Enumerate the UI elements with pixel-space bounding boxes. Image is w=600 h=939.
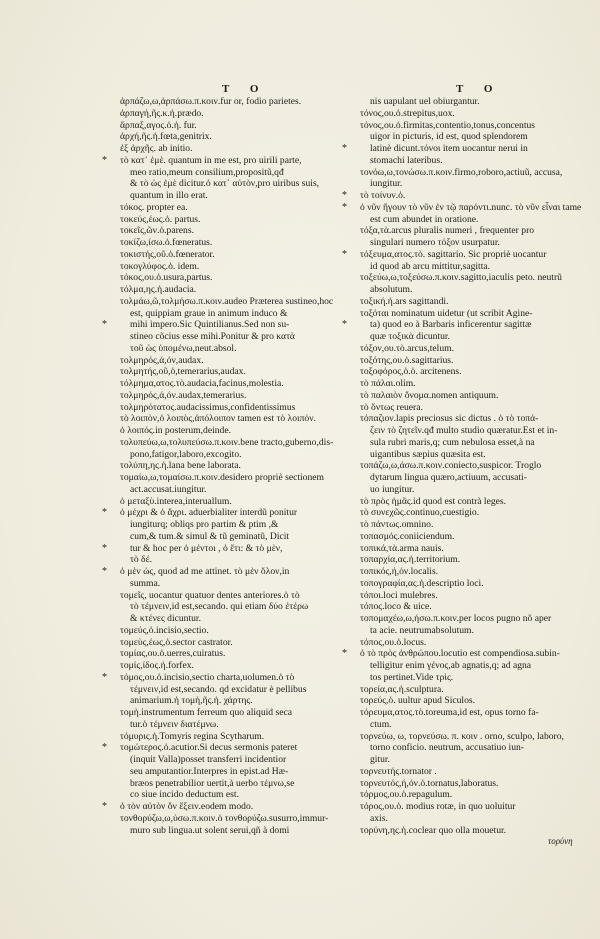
dictionary-line: [120, 402, 345, 414]
dictionary-line: [120, 825, 345, 837]
dictionary-line: [120, 331, 345, 343]
line-text: τορεία,ας.ἡ.sculptura.: [360, 683, 444, 695]
dictionary-line: [120, 343, 345, 355]
line-text: τόξα,τὰ.arcus pluralis numeri , frequenter pro: [360, 225, 535, 237]
dictionary-line: [120, 695, 345, 707]
dictionary-line: [120, 413, 345, 425]
dictionary-line: [360, 554, 585, 566]
dictionary-line: [120, 472, 345, 484]
line-text: τόρμος,ου.ὁ.repagulum.: [360, 789, 453, 801]
line-text: τολμητής,οῦ,ὁ,temerarius,audax.: [120, 366, 246, 378]
dictionary-line: [120, 190, 345, 202]
line-text: τόλμα,ης.ἡ.audacia.: [120, 284, 197, 295]
dictionary-line: [360, 531, 585, 543]
dictionary-line: [360, 355, 585, 367]
line-text: τομεύς,ὁ.incisio,sectio.: [120, 624, 209, 636]
dictionary-line: [360, 684, 585, 696]
line-text: ctum.: [370, 718, 392, 730]
dictionary-line: [360, 308, 585, 320]
dictionary-line: [120, 202, 345, 214]
line-text: τορεύς,ὁ. uultur apud Siculos.: [360, 695, 476, 707]
dictionary-line: [120, 355, 345, 367]
asterisk-marker: *: [342, 319, 347, 331]
line-text: τόξον,ου.τὸ.arcus,telum.: [360, 342, 454, 354]
line-text: τὸ ὄντως reuera.: [360, 401, 423, 413]
dictionary-line: [120, 131, 345, 143]
running-head-right: T O: [456, 83, 502, 95]
asterisk-marker: *: [102, 154, 107, 166]
line-text: τόρος,ου.ὁ. modius rotæ, in quo uoluitur: [360, 801, 516, 812]
dictionary-line: [120, 120, 345, 132]
line-text: τοξοφόρος,ὁ.ὁ. arcitenens.: [360, 366, 462, 378]
line-text: iungitur.: [370, 178, 403, 190]
dictionary-line: [360, 813, 585, 825]
dictionary-line: [120, 96, 345, 108]
line-text: τοκογλύφος.ὁ. idem.: [120, 260, 200, 272]
line-text: τομίας,ου.ὁ.uerres,cuiratus.: [120, 648, 226, 660]
dictionary-line: [120, 214, 345, 226]
dictionary-line: [360, 108, 585, 120]
dictionary-line: [120, 261, 345, 273]
dictionary-line: [120, 308, 345, 320]
dictionary-line: [360, 543, 585, 555]
line-text: & τὸ ὡς ἐμὲ dicitur.ὁ κατ᾽ αὐτὸν,pro uiribus suis,: [130, 178, 320, 190]
dictionary-line: [360, 825, 585, 837]
dictionary-line: [120, 766, 345, 778]
dictionary-line: [360, 672, 585, 684]
dictionary-line: [120, 648, 345, 660]
left-column: [102, 96, 345, 836]
line-text: uo iungitur.: [370, 483, 415, 495]
line-text: τονθορύζω,ω,ύσω.π.κοιν.ὁ τονθορύζω.susurro,immur-: [120, 812, 329, 824]
dictionary-line: [120, 167, 345, 179]
line-text: iungiturq; obliqs pro partim & ptim ,&: [130, 519, 279, 530]
line-text: ὁ μέχρι & ὁ ἄχρι. aduerbialiter interdũ ponitur: [120, 507, 298, 519]
asterisk-marker: *: [102, 671, 107, 683]
line-text: τομώτερος.ὁ.acutior.Si decus sermonis pateret: [120, 742, 298, 754]
dictionary-line: [360, 167, 585, 179]
dictionary-line: [120, 813, 345, 825]
dictionary-line: [360, 214, 585, 226]
line-text: id quod ab arcu mittitur,sagitta.: [370, 260, 491, 272]
line-text: τόπος,ου.ὁ.locus.: [360, 636, 427, 648]
line-text: ὁ μὲν ὡς, quod ad me attinet. τὸ μὲν ὅλον,in: [120, 566, 290, 577]
line-text: τοξική.ἡ.ars sagittandi.: [360, 295, 449, 307]
dictionary-line: [360, 742, 585, 754]
line-text: τὸ δέ.: [130, 554, 152, 566]
line-text: quæ τοξικὰ dicuntur.: [370, 331, 451, 342]
dictionary-line: [120, 460, 345, 472]
line-text: τολυπεύω,ω,τολυπεύσω.π.κοιν.bene tracto,guberno,dis-: [120, 436, 334, 448]
line-text: τομίς,ίδος.ἡ.forfex.: [120, 660, 194, 671]
dictionary-line: [120, 578, 345, 590]
dictionary-line: [360, 449, 585, 461]
dictionary-line: [360, 402, 585, 414]
dictionary-line: [360, 754, 585, 766]
line-text: τὸ παλαιὸν ὄνομα.nomen antiquum.: [360, 389, 499, 401]
dictionary-line: [360, 425, 585, 437]
dictionary-line: [360, 237, 585, 249]
asterisk-marker: *: [342, 248, 347, 260]
line-text: τολμάω,ῶ,τολμήσω.π.κοιν.audeo Præterea sustineo,hoc: [120, 295, 334, 307]
line-text: est cum abundet in oratione.: [370, 213, 479, 225]
line-text: τόλμημα,ατος.τὸ.audacia,facinus,molestia.: [120, 378, 284, 389]
dictionary-line: [120, 108, 345, 120]
line-text: τοπικά,τὰ.arma nauis.: [360, 542, 444, 554]
dictionary-line: [120, 296, 345, 308]
dictionary-line: [342, 143, 585, 155]
dictionary-line: [360, 484, 585, 496]
line-text: τὸ πάντως.omnino.: [360, 519, 434, 530]
dictionary-line: [120, 390, 345, 402]
dictionary-line: [120, 637, 345, 649]
line-text: τοκεύς,έως.ὁ. partus.: [120, 213, 201, 225]
dictionary-line: [360, 272, 585, 284]
line-text: ὁ λοιπός.in posterum,deinde.: [120, 425, 231, 436]
dictionary-line: [120, 378, 345, 390]
line-text: τορνεύω, ω, τορνεύσω. π. κοιν . orno, sculpo, laboro,: [360, 730, 564, 742]
dictionary-line: [360, 437, 585, 449]
line-text: gitur.: [370, 754, 390, 765]
line-text: τόξευμα,ατος.τὸ. sagittario. Sic propriè uocantur: [360, 248, 547, 260]
line-text: τοκίζω,ίσω.ὁ.fœneratus.: [120, 237, 213, 248]
line-text: τορνευτός,ή,όν.ὁ.tornatus,laboratus.: [360, 777, 499, 789]
line-text: τὸ τοίνυν.ὁ.: [360, 190, 406, 201]
dictionary-line: [102, 542, 345, 555]
dictionary-line: [360, 778, 585, 790]
line-text: stomachi lateribus.: [370, 154, 443, 166]
line-text: τομὴ.instrumentum ferreum quo aliquid seca: [120, 707, 293, 718]
dictionary-line: [102, 566, 345, 578]
dictionary-line: [360, 719, 585, 731]
dictionary-line: [360, 801, 585, 813]
dictionary-line: [360, 578, 585, 590]
line-text: τολύπη,ης.ἡ.lana bene laborata.: [120, 460, 241, 472]
line-text: singulari numero τόξον usurpatur.: [370, 237, 500, 248]
dictionary-line: [360, 660, 585, 672]
line-text: & κτένες dicuntur.: [130, 613, 201, 624]
line-text: ἐξ ἀρχῆς. ab initio.: [120, 143, 193, 154]
line-text: (inquit Valla)posset transferri incidentior: [130, 754, 287, 765]
dictionary-line: [360, 496, 585, 508]
line-text: tur & hoc per ὁ μέντοι , ὁ ἔτι: & τὸ μὲν,: [130, 542, 283, 554]
line-text: τομαίω,ω,τομαίσω.π.κοιν.desidero propriè sectionem: [120, 472, 324, 483]
line-text: τέμνειν,id est,secando. qd excidatur è pellibus: [130, 683, 307, 695]
line-text: τολμηρός,ά,όν,audax.: [120, 354, 204, 366]
dictionary-line: [120, 484, 345, 496]
dictionary-line: [360, 731, 585, 743]
running-head-left: T O: [222, 83, 268, 95]
line-text: ἁρπάζω,ω,ἁρπάσω.π.κοιν.fur or, fodio parietes.: [120, 96, 302, 107]
dictionary-line: [120, 531, 345, 543]
asterisk-marker: *: [102, 801, 107, 812]
dictionary-line: [120, 778, 345, 790]
dictionary-line: [360, 366, 585, 378]
dictionary-line: [120, 601, 345, 613]
dictionary-line: [120, 613, 345, 625]
line-text: sula rubri maris,q; cum nebulosa esset,à na: [370, 436, 535, 448]
dictionary-line: [360, 519, 585, 531]
dictionary-line: [360, 789, 585, 801]
dictionary-line: [120, 143, 345, 155]
asterisk-marker: *: [342, 190, 347, 201]
dictionary-line: [120, 519, 345, 531]
line-text: τοπάζω,ω,άσω.π.κοιν.coniecto,suspicor. Troglo: [360, 460, 542, 472]
dictionary-line: [360, 225, 585, 237]
dictionary-line: [360, 296, 585, 308]
line-text: τομεῖς, uocantur quatuor dentes anteriores.ὁ τὸ: [120, 589, 300, 601]
dictionary-line: [360, 343, 585, 355]
line-text: τὸ κατ᾽ ἐμὲ. quantum in me est, pro uirili parte,: [120, 154, 302, 166]
line-text: τόκος. propter ea.: [120, 201, 188, 213]
dictionary-line: [120, 554, 345, 566]
dictionary-line: [360, 390, 585, 402]
line-text: τόνος,ου.ὁ.firmitas,contentio,tonus,concentus: [360, 119, 536, 131]
dictionary-line: [360, 601, 585, 613]
line-text: τοξόται nominatum uidetur (ut scribit Agine-: [360, 307, 533, 319]
line-text: τὸ τέμνειν,id est,secando. qui etiam δύο ἐτέρω: [130, 601, 309, 613]
dictionary-line: [360, 460, 585, 472]
dictionary-line: [120, 237, 345, 249]
dictionary-line: [360, 96, 585, 108]
line-text: τὸ πρὸς ἡμᾶς.id quod est contrà leges.: [360, 495, 507, 507]
dictionary-line: [342, 248, 585, 261]
dictionary-line: [102, 671, 345, 684]
line-text: tos pertinet.Vide τρὶς.: [370, 671, 454, 683]
line-text: latinè dicunt.τόνοι item uocantur nerui in: [370, 143, 528, 154]
dictionary-line: [342, 201, 585, 214]
line-text: τολμηρότατος.audacissimus,confidentissimus: [120, 401, 296, 413]
line-text: stineo cõcius esse mihi.Ponitur & pro κατὰ: [130, 331, 295, 342]
line-text: tur.ὁ τέμνειν διατέμνω.: [130, 718, 219, 730]
dictionary-line: [360, 131, 585, 143]
dictionary-line: [120, 225, 345, 237]
dictionary-line: [360, 566, 585, 578]
dictionary-line: [360, 625, 585, 637]
line-text: τορύνη,ης.ἡ.coclear quo olla mouetur.: [360, 824, 507, 836]
line-text: uigantibus sæpius quæsita est.: [370, 448, 486, 460]
line-text: act.accusat.iungitur.: [130, 483, 207, 495]
dictionary-line: [120, 789, 345, 801]
line-text: τόκος,ου.ὁ.usura,partus.: [120, 272, 213, 284]
line-text: τὸ πάλαι.olim.: [360, 378, 416, 389]
line-text: ἁρπαγή,ῆς.κ.ἡ.prædo.: [120, 107, 204, 119]
line-text: ἀρχή,ῆς.ἡ.fœta,genitrix.: [120, 131, 212, 143]
line-text: τοπομαχέω,ω,ήσω.π.κοιν.per locos pugno nõ aper: [360, 613, 552, 624]
line-text: τόπαζιον.lapis preciosus sic dictus . ὁ τὸ τοπά-: [360, 413, 539, 425]
line-text: τόρευμα,ατος.τὸ.toreuma,id est, opus torno fa-: [360, 707, 539, 718]
line-text: uigor in picturis, id est, quod splendorem: [370, 131, 528, 143]
asterisk-marker: *: [102, 542, 107, 554]
dictionary-line: [120, 449, 345, 461]
dictionary-line: [120, 366, 345, 378]
dictionary-line: [102, 319, 345, 331]
dictionary-line: [102, 801, 345, 813]
dictionary-line: [120, 272, 345, 284]
asterisk-marker: *: [102, 507, 107, 519]
line-text: τοπασμός.coniiciendum.: [360, 530, 455, 542]
dictionary-line: [120, 590, 345, 602]
line-text: τοπαρχία,ας.ἡ.territorium.: [360, 554, 461, 566]
line-text: ὁ νῦν ἤγουν τὸ νῦν ἐν τῷ παρόντι.nunc. τὸ νῦν εἶναι tame: [360, 201, 582, 213]
dictionary-line: [342, 648, 585, 660]
dictionary-line: [120, 731, 345, 743]
line-text: ὁ τὸν αὐτὸν ὅν ἕξειν.eodem modo.: [120, 801, 254, 812]
line-text: muro sub lingua.ut solent serui,qñ à domi: [130, 824, 290, 836]
line-text: ζειν τὸ ζητεῖν.qđ multo studio quæratur.Est et in-: [370, 425, 558, 436]
line-text: co siue incido deductum est.: [130, 789, 239, 801]
line-text: pono,fatigor,laboro,excogito.: [130, 448, 242, 460]
dictionary-line: [120, 425, 345, 437]
dictionary-line: [120, 437, 345, 449]
line-text: τοπογραφία,ας.ἡ.descriptio loci.: [360, 577, 484, 589]
line-text: dytarum lingua quæro,actiuum, accusati-: [370, 472, 527, 483]
asterisk-marker: *: [342, 648, 347, 660]
line-text: ta acie. neutrumabsolutum.: [370, 624, 474, 636]
dictionary-line: [360, 178, 585, 190]
line-text: τὸ λοιπὸν,ὁ λοιπὸς,ἀπόλοιπον tamen est τὸ λοιπόν.: [120, 413, 316, 425]
dictionary-line: [360, 155, 585, 167]
line-text: τομεὺς,έως,ὁ.sector castrator.: [120, 636, 233, 648]
line-text: telligitur enim γένος,ab agnatis,q; ad agna: [370, 660, 532, 671]
dictionary-line: [360, 613, 585, 625]
dictionary-line: [120, 496, 345, 508]
line-text: quantum in illo erat.: [130, 190, 208, 201]
line-text: τόμυρις.ἡ.Tomyris regina Scytharum.: [120, 730, 265, 742]
dictionary-line: [120, 754, 345, 766]
dictionary-line: [360, 766, 585, 778]
line-text: τόνος,ου.ὁ.strepitus,uox.: [360, 107, 455, 119]
dictionary-line: [120, 625, 345, 637]
line-text: meo ratio,meum consilium,propositũ,qđ: [130, 166, 284, 178]
line-text: axis.: [370, 812, 388, 824]
dictionary-line: [120, 284, 345, 296]
dictionary-line: [360, 413, 585, 425]
line-text: ὁ μεταξὺ.interea,interuallum.: [120, 495, 232, 507]
dictionary-line: [102, 154, 345, 167]
catchword: τορύνη: [548, 836, 573, 846]
line-text: τοπικός,ή,όν.localis.: [360, 566, 439, 577]
dictionary-line: [120, 178, 345, 190]
line-text: τορνευτής.tornator .: [360, 765, 437, 777]
line-text: τόπος.loco & uice.: [360, 601, 432, 613]
line-text: τοκεῖς,ῶν.ὁ.parens.: [120, 225, 194, 237]
dictionary-line: [342, 190, 585, 202]
line-text: cum,& tum.& simul & tũ geminatũ, Dicit: [130, 530, 290, 542]
line-text: ἅρπαξ,αγος.ὁ.ἡ. fur.: [120, 119, 197, 131]
line-text: seu amputantior.Interpres in epist.ad Hæ-: [130, 765, 289, 777]
dictionary-line: [360, 378, 585, 390]
line-text: τόποι.loci mulebres.: [360, 589, 438, 601]
dictionary-line: [120, 660, 345, 672]
line-text: τολμηρός,ά,όν.audax,temerarius.: [120, 389, 247, 401]
dictionary-line: [360, 120, 585, 132]
dictionary-line: [360, 507, 585, 519]
dictionary-line: [120, 684, 345, 696]
dictionary-line: [360, 472, 585, 484]
right-column: [342, 96, 585, 836]
line-text: est, quippiam graue in animum induco &: [130, 307, 288, 319]
line-text: mihi impero.Sic Quintilianus.Sed non su-: [130, 319, 290, 331]
line-text: absolutum.: [370, 284, 413, 295]
dictionary-line: [360, 284, 585, 296]
line-text: summa.: [130, 577, 161, 589]
dictionary-line: [120, 719, 345, 731]
dictionary-line: [360, 590, 585, 602]
dictionary-line: [102, 507, 345, 519]
dictionary-line: [360, 331, 585, 343]
dictionary-line: [120, 707, 345, 719]
dictionary-line: [120, 249, 345, 261]
line-text: ὁ τὸ πρὸς ἀνθρώπου.locutio est compendiosa.subin-: [360, 648, 560, 660]
dictionary-line: [360, 707, 585, 719]
line-text: torno conficio. neutrum, accusatiuo iun-: [370, 742, 524, 754]
dictionary-line: [360, 695, 585, 707]
dictionary-line: [360, 637, 585, 649]
line-text: τονόω,ω,τονώσω.π.κοιν.firmo,roboro,actiuũ, accusa,: [360, 166, 563, 178]
line-text: nis uapulant uel obiurgantur.: [370, 96, 480, 107]
line-text: τοῦ ὡς ὑπομένω,neut.absol.: [130, 342, 237, 354]
line-text: τοκιστής,οῦ.ὁ.fœnerator.: [120, 248, 215, 260]
line-text: τὸ συνεχῶς.continuo,cuestigio.: [360, 507, 480, 519]
dictionary-line: [360, 261, 585, 273]
line-text: bræos penetrabilior uertit,à uerbo τέμνω,se: [130, 777, 295, 789]
asterisk-marker: *: [342, 201, 347, 213]
line-text: τόμος,ου.ὁ.incisio,sectio charta,uolumen.ὁ τὸ: [120, 671, 295, 683]
line-text: ta) quod eo à Barbaris inficerentur sagittæ: [370, 319, 532, 331]
dictionary-line: [102, 742, 345, 754]
line-text: τοξεύω,ω,τοξεύσω.π.κοιν.sagitto,iaculis peto. neutrũ: [360, 272, 562, 284]
asterisk-marker: *: [102, 319, 107, 331]
line-text: τοξότης,ου.ὁ.sagittarius.: [360, 354, 454, 366]
asterisk-marker: *: [102, 566, 107, 577]
asterisk-marker: *: [342, 143, 347, 154]
line-text: animarium.ἡ τομὴ,ῆς.ἡ. χάρτης.: [130, 695, 253, 707]
dictionary-line: [342, 319, 585, 331]
asterisk-marker: *: [102, 742, 107, 754]
